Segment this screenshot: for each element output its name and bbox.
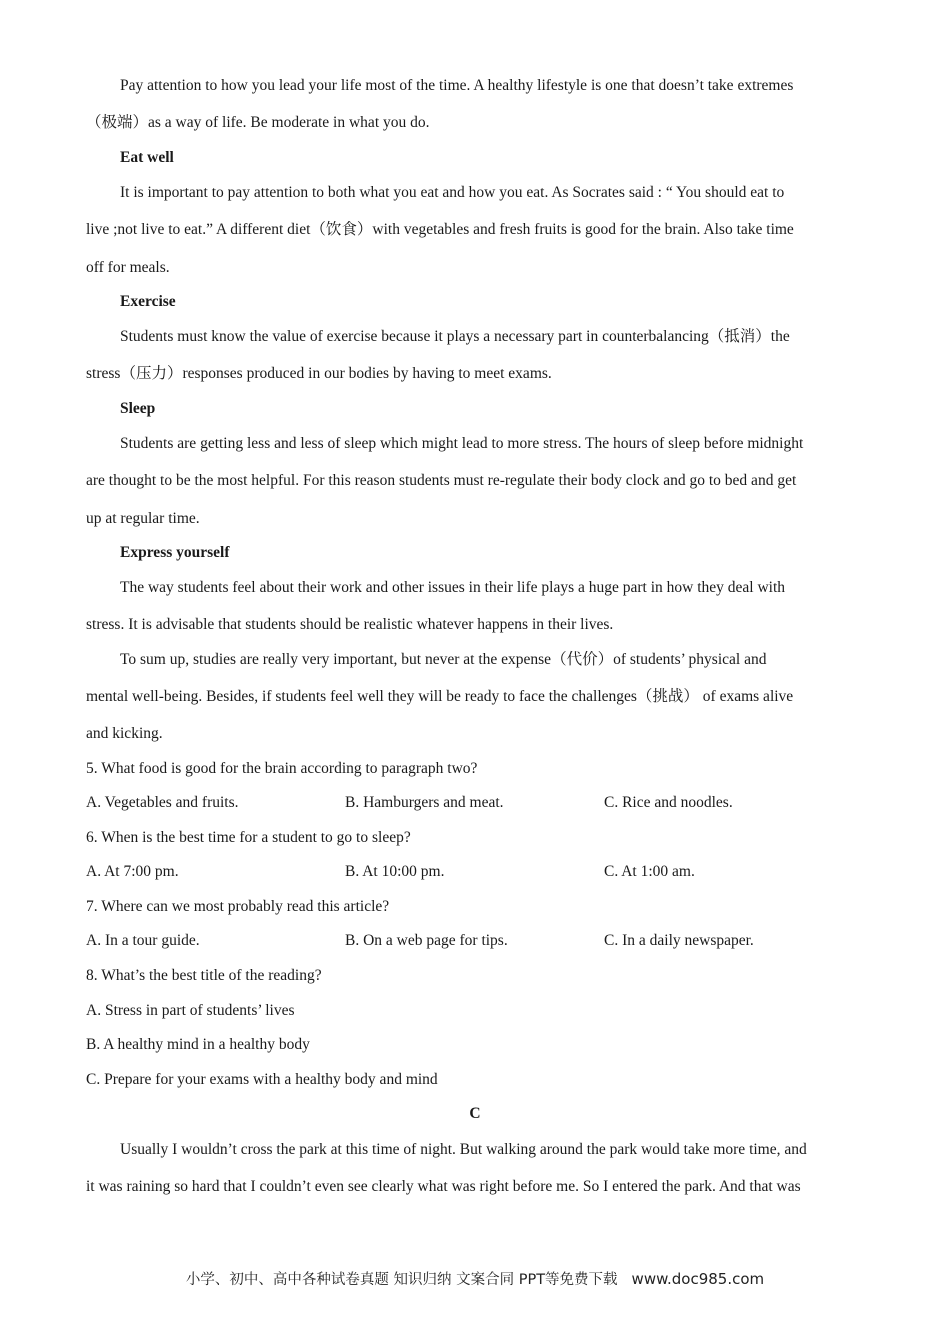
q7-option-c: C. In a daily newspaper. — [604, 932, 754, 949]
q7-option-b: B. On a web page for tips. — [345, 932, 508, 949]
q8-option-a: A. Stress in part of students’ lives — [86, 1002, 295, 1019]
footer-url[interactable]: www.doc985.com — [631, 1270, 765, 1288]
sum-line-3: and kicking. — [86, 725, 163, 742]
heading-sleep: Sleep — [120, 400, 156, 417]
q8-option-c: C. Prepare for your exams with a healthy body and mind — [86, 1071, 438, 1088]
exercise-line-1: Students must know the value of exercise because it plays a necessary part in counterbalancing（抵消）the — [120, 328, 790, 345]
footer-text: 小学、初中、高中各种试卷真题 知识归纳 文案合同 PPT等免费下载 — [185, 1272, 618, 1288]
q7-option-a: A. In a tour guide. — [86, 932, 200, 949]
eat-well-line-1: It is important to pay attention to both what you eat and how you eat. As Socrates said : “ You should eat to — [120, 184, 785, 201]
section-c-heading: C — [469, 1105, 481, 1122]
eat-well-line-2: live ;not live to eat.” A different diet（饮食）with vegetables and fresh fruits is good for the brain. Also take time — [86, 221, 794, 238]
question-6: 6. When is the best time for a student to go to sleep? — [86, 829, 411, 846]
section-c-line-2: it was raining so hard that I couldn’t even see clearly what was right before me. So I entered the park. And that was — [86, 1178, 801, 1195]
q5-option-c: C. Rice and noodles. — [604, 794, 733, 811]
q6-option-b: B. At 10:00 pm. — [345, 863, 445, 880]
q8-option-b: B. A healthy mind in a healthy body — [86, 1036, 310, 1053]
heading-express-yourself: Express yourself — [120, 544, 230, 561]
sleep-line-2: are thought to be the most helpful. For this reason students must re-regulate their body clock and go to bed and get — [86, 472, 797, 489]
page-footer — [0, 1269, 950, 1290]
heading-exercise: Exercise — [120, 293, 176, 310]
express-line-1: The way students feel about their work and other issues in their life plays a huge part in how they deal with — [120, 579, 786, 596]
intro-line-2: （极端）as a way of life. Be moderate in what you do. — [86, 114, 430, 131]
question-7: 7. Where can we most probably read this article? — [86, 898, 390, 915]
question-5: 5. What food is good for the brain according to paragraph two? — [86, 760, 478, 777]
question-8: 8. What’s the best title of the reading? — [86, 967, 322, 984]
q5-option-b: B. Hamburgers and meat. — [345, 794, 504, 811]
q6-option-c: C. At 1:00 am. — [604, 863, 695, 880]
section-c-line-1: Usually I wouldn’t cross the park at this time of night. But walking around the park would take more time, and — [120, 1141, 807, 1158]
intro-line-1: Pay attention to how you lead your life most of the time. A healthy lifestyle is one that doesn’t take extremes — [120, 77, 794, 94]
exercise-line-2: stress（压力）responses produced in our bodies by having to meet exams. — [86, 365, 552, 382]
sleep-line-1: Students are getting less and less of sleep which might lead to more stress. The hours of sleep before midnight — [120, 435, 804, 452]
sum-line-2: mental well-being. Besides, if students feel well they will be ready to face the challenges（挑战） of exams alive — [86, 688, 794, 705]
eat-well-line-3: off for meals. — [86, 259, 170, 276]
q6-option-a: A. At 7:00 pm. — [86, 863, 179, 880]
sleep-line-3: up at regular time. — [86, 510, 200, 527]
sum-line-1: To sum up, studies are really very important, but never at the expense（代价）of students’ physical and — [120, 651, 767, 668]
q5-option-a: A. Vegetables and fruits. — [86, 794, 239, 811]
express-line-2: stress. It is advisable that students should be realistic whatever happens in their lives. — [86, 616, 614, 633]
heading-eat-well: Eat well — [120, 149, 174, 166]
